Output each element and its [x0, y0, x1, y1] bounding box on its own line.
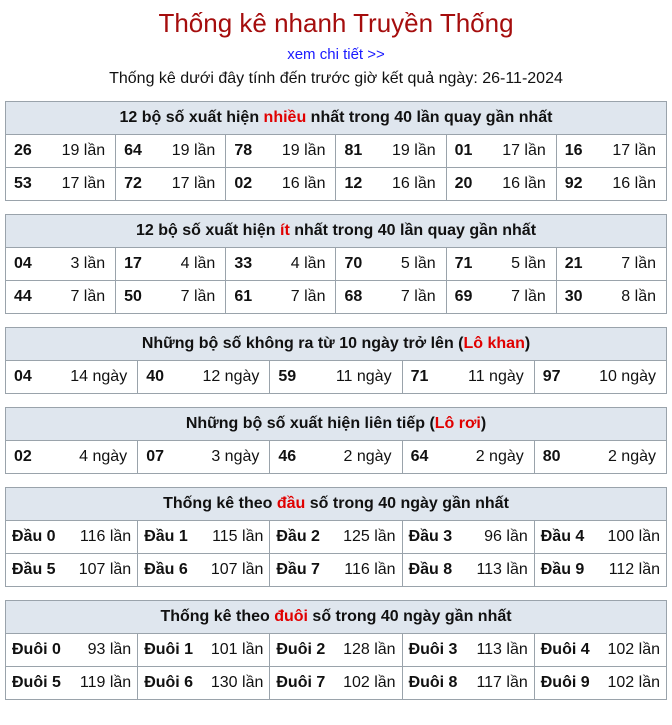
stat-cell: 01 17 lần — [446, 135, 556, 168]
stat-cell: 97 10 ngày — [534, 361, 666, 394]
table-row — [6, 441, 667, 474]
stat-cell: 40 12 ngày — [138, 361, 270, 394]
stat-cell: 80 2 ngày — [534, 441, 666, 474]
duoi-table — [5, 600, 667, 700]
view-details-link[interactable]: xem chi tiết >> — [287, 46, 385, 63]
most-frequent-header: 12 bộ số xuất hiện nhiều nhất trong 40 lần quay gần nhất — [6, 102, 667, 135]
least-frequent-header: 12 bộ số xuất hiện ít nhất trong 40 lần quay gần nhất — [6, 215, 667, 248]
stat-cell: 71 11 ngày — [402, 361, 534, 394]
table-row — [6, 667, 667, 700]
stat-cell: 61 7 lần — [226, 281, 336, 314]
stat-cell: Đuôi 9 102 lần — [534, 667, 666, 700]
stat-cell: 69 7 lần — [446, 281, 556, 314]
stat-cell: Đầu 6 107 lần — [138, 554, 270, 587]
stat-cell: 07 3 ngày — [138, 441, 270, 474]
duoi-header: Thống kê theo đuôi số trong 40 ngày gần nhất — [6, 601, 667, 634]
table-row — [6, 554, 667, 587]
stat-cell: 50 7 lần — [116, 281, 226, 314]
stat-cell: 44 7 lần — [6, 281, 116, 314]
stat-cell: Đầu 8 113 lần — [402, 554, 534, 587]
stat-cell: 02 4 ngày — [6, 441, 138, 474]
page-subtitle: Thống kê dưới đây tính đến trước giờ kết quả ngày: 26-11-2024 — [109, 70, 563, 87]
stat-cell: 20 16 lần — [446, 168, 556, 201]
stat-cell: Đầu 3 96 lần — [402, 521, 534, 554]
lo-roi-table — [5, 407, 667, 474]
table-row — [6, 135, 667, 168]
stat-cell: Đầu 4 100 lần — [534, 521, 666, 554]
table-row — [6, 248, 667, 281]
stat-cell: 92 16 lần — [556, 168, 666, 201]
stat-cell: 59 11 ngày — [270, 361, 402, 394]
dau-header: Thống kê theo đầu số trong 40 ngày gần nhất — [6, 488, 667, 521]
lo-roi-header: Những bộ số xuất hiện liên tiếp (Lô rơi) — [6, 408, 667, 441]
lo-khan-table — [5, 327, 667, 394]
table-row — [6, 361, 667, 394]
table-row — [6, 281, 667, 314]
stat-cell: Đuôi 1 101 lần — [138, 634, 270, 667]
table-row — [6, 521, 667, 554]
stat-cell: 70 5 lần — [336, 248, 446, 281]
stat-cell: Đầu 5 107 lần — [6, 554, 138, 587]
stat-cell: Đuôi 2 128 lần — [270, 634, 402, 667]
stat-cell: Đuôi 0 93 lần — [6, 634, 138, 667]
stat-cell: 21 7 lần — [556, 248, 666, 281]
stat-cell: Đầu 2 125 lần — [270, 521, 402, 554]
stat-cell: 33 4 lần — [226, 248, 336, 281]
stat-cell: 12 16 lần — [336, 168, 446, 201]
stat-cell: Đầu 1 115 lần — [138, 521, 270, 554]
stat-cell: 04 14 ngày — [6, 361, 138, 394]
table-row — [6, 634, 667, 667]
stat-cell: Đầu 0 116 lần — [6, 521, 138, 554]
stat-cell: Đuôi 3 113 lần — [402, 634, 534, 667]
stat-cell: 26 19 lần — [6, 135, 116, 168]
stat-cell: 02 16 lần — [226, 168, 336, 201]
stat-cell: 64 2 ngày — [402, 441, 534, 474]
table-row — [6, 168, 667, 201]
stat-cell: 81 19 lần — [336, 135, 446, 168]
stat-cell: Đuôi 7 102 lần — [270, 667, 402, 700]
stat-cell: 72 17 lần — [116, 168, 226, 201]
stat-cell: 53 17 lần — [6, 168, 116, 201]
stat-cell: 46 2 ngày — [270, 441, 402, 474]
stat-cell: Đuôi 5 119 lần — [6, 667, 138, 700]
stat-cell: 64 19 lần — [116, 135, 226, 168]
stat-cell: 71 5 lần — [446, 248, 556, 281]
most-frequent-table — [5, 101, 667, 201]
least-frequent-table — [5, 214, 667, 314]
dau-table — [5, 487, 667, 587]
page-title: Thống kê nhanh Truyền Thống — [158, 8, 514, 38]
stat-cell: Đuôi 6 130 lần — [138, 667, 270, 700]
stat-cell: Đuôi 8 117 lần — [402, 667, 534, 700]
stat-cell: 04 3 lần — [6, 248, 116, 281]
stat-cell: Đầu 7 116 lần — [270, 554, 402, 587]
lo-khan-header: Những bộ số không ra từ 10 ngày trở lên (Lô khan) — [6, 328, 667, 361]
stat-cell: Đầu 9 112 lần — [534, 554, 666, 587]
stat-cell: 78 19 lần — [226, 135, 336, 168]
stat-cell: 17 4 lần — [116, 248, 226, 281]
stat-cell: 16 17 lần — [556, 135, 666, 168]
stat-cell: 68 7 lần — [336, 281, 446, 314]
stat-cell: 30 8 lần — [556, 281, 666, 314]
stat-cell: Đuôi 4 102 lần — [534, 634, 666, 667]
